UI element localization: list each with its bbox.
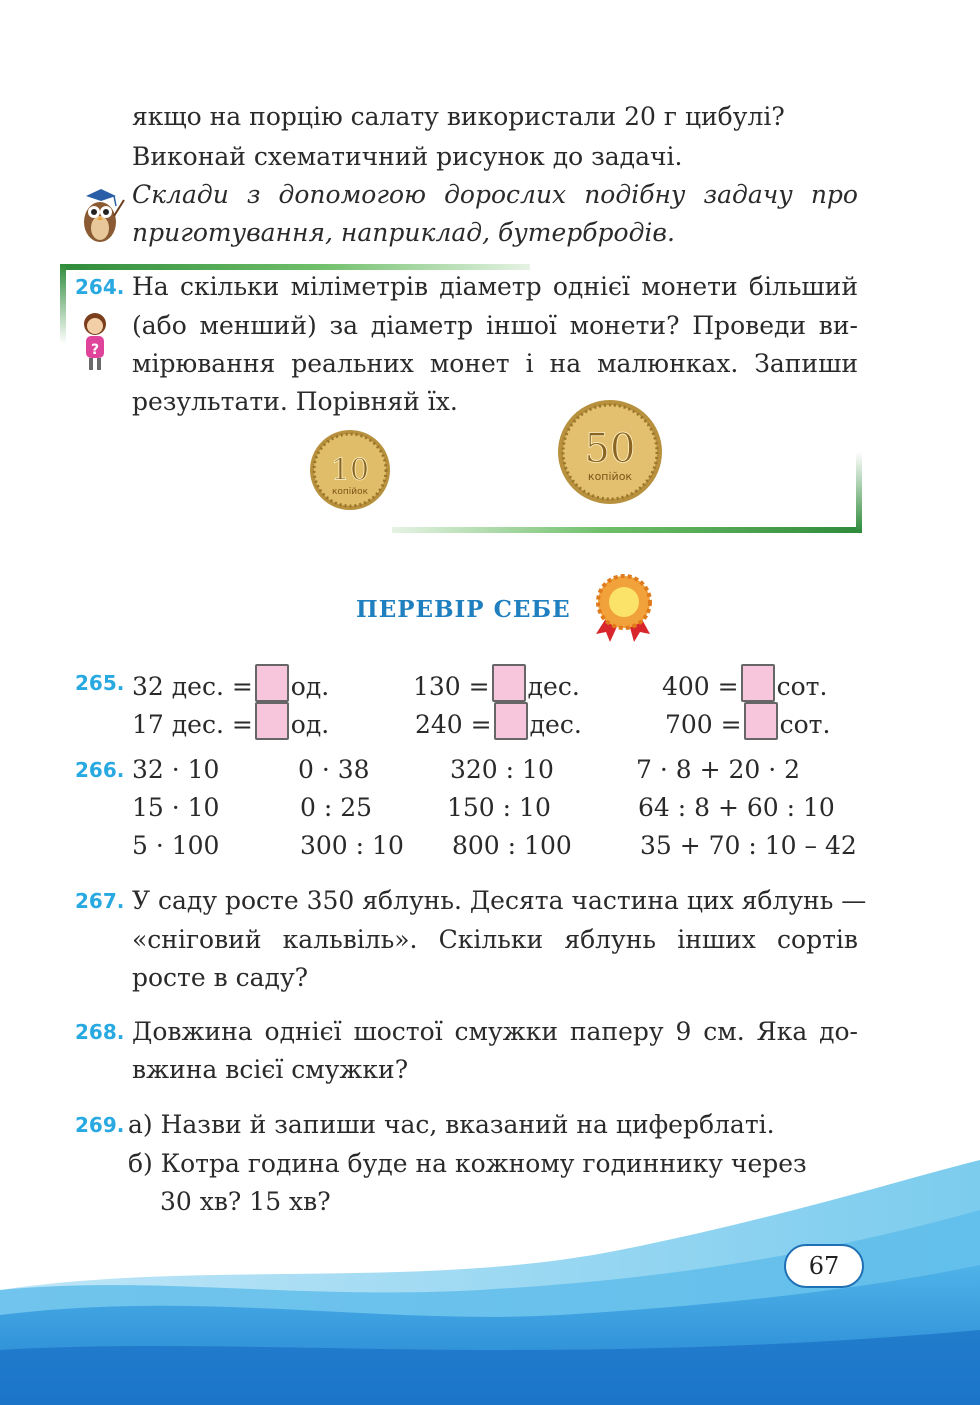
owl-teacher-icon (76, 186, 126, 246)
expr-left: 130 = (413, 672, 490, 701)
task-266-r2-c4: 64 : 8 + 60 : 10 (638, 793, 835, 822)
expr-left: 32 дес. = (132, 672, 253, 701)
coin-50-label: копійок (587, 470, 633, 483)
answer-box[interactable] (255, 702, 289, 740)
page-number: 67 (784, 1244, 864, 1288)
expr-unit: од. (290, 672, 330, 701)
task-269-part-b-line-2: 30 хв? 15 хв? (160, 1187, 331, 1216)
task-264-left-rule (60, 264, 66, 344)
task-265-r2-c1 (132, 702, 329, 744)
svg-text:?: ? (90, 342, 100, 358)
coin-50-kopiyok (556, 398, 664, 506)
task-265-r1-c1 (132, 664, 329, 706)
task-266-r2-c1: 15 · 10 (132, 793, 220, 822)
expr-left: 17 дес. = (132, 710, 253, 739)
task-267-number: 267. (75, 889, 125, 913)
task-268-number: 268. (75, 1020, 125, 1044)
task-266-r2-c2: 0 : 25 (300, 793, 373, 822)
task-265-r2-c2 (415, 702, 582, 744)
task-266-r3-c2: 300 : 10 (300, 831, 404, 860)
task-265-r2-c3 (665, 702, 830, 744)
expr-left: 700 = (665, 710, 742, 739)
answer-box[interactable] (255, 664, 289, 702)
task-269-part-b: б) Котра година буде на кожному годиннику через (128, 1149, 807, 1178)
task-268-line-1: Довжина однієї шостої смужки паперу 9 см. Яка до- (132, 1017, 858, 1046)
coin-10-value: 10 (330, 453, 370, 488)
section-title: ПЕРЕВІР СЕБЕ (356, 596, 571, 623)
answer-box[interactable] (494, 702, 528, 740)
expr-unit: дес. (529, 710, 582, 739)
intro-italic-line-1: Склади з допомогою дорослих подібну задачу про (132, 180, 858, 209)
expr-unit: сот. (776, 672, 828, 701)
task-269-part-a: а) Назви й запиши час, вказаний на циферблаті. (128, 1110, 775, 1139)
task-266-r3-c3: 800 : 100 (452, 831, 572, 860)
coin-10-kopiyok (308, 428, 392, 512)
girl-question-icon (78, 310, 112, 374)
task-264-number: 264. (75, 275, 125, 299)
task-267-line-3: росте в саду? (132, 963, 309, 992)
coin-10-label: копійок (331, 487, 369, 497)
task-266-r3-c1: 5 · 100 (132, 831, 220, 860)
task-264-line-1: На скільки міліметрів діаметр однієї монети більший (132, 272, 858, 301)
task-269-number: 269. (75, 1113, 125, 1137)
task-265-r1-c3 (662, 664, 827, 706)
expr-unit: дес. (527, 672, 580, 701)
task-264-bottom-rule (392, 527, 862, 533)
task-268-line-2: вжина всієї смужки? (132, 1055, 409, 1084)
expr-unit: од. (290, 710, 330, 739)
intro-italic-line-2: приготування, наприклад, бутербродів. (132, 218, 675, 247)
expr-left: 240 = (415, 710, 492, 739)
coin-50-value: 50 (584, 426, 636, 472)
task-266-number: 266. (75, 758, 125, 782)
task-266-r1-c1: 32 · 10 (132, 755, 220, 784)
task-266-r3-c4: 35 + 70 : 10 – 42 (640, 831, 857, 860)
task-267-line-1: У саду росте 350 яблунь. Десята частина цих яблунь — (132, 886, 867, 915)
task-265-number: 265. (75, 671, 125, 695)
intro-line-1: якщо на порцію салату використали 20 г цибулі? (132, 102, 785, 131)
answer-box[interactable] (492, 664, 526, 702)
expr-left: 400 = (662, 672, 739, 701)
medal-icon (588, 572, 658, 644)
answer-box[interactable] (744, 702, 778, 740)
expr-unit: сот. (779, 710, 831, 739)
task-264-line-2: (або менший) за діаметр іншої монети? Проведи ви- (132, 311, 858, 340)
task-267-line-2: «сніговий кальвіль». Скільки яблунь інших сортів (132, 925, 858, 954)
intro-line-2: Виконай схематичний рисунок до задачі. (132, 142, 683, 171)
task-264-right-rule (856, 452, 862, 532)
answer-box[interactable] (741, 664, 775, 702)
task-266-r1-c4: 7 · 8 + 20 · 2 (636, 755, 801, 784)
task-266-r2-c3: 150 : 10 (447, 793, 551, 822)
task-266-r1-c3: 320 : 10 (450, 755, 554, 784)
task-265-r1-c2 (413, 664, 580, 706)
task-264-line-4: результати. Порівняй їх. (132, 387, 458, 416)
task-264-line-3: мірювання реальних монет і на малюнках. Запиши (132, 349, 858, 378)
task-266-r1-c2: 0 · 38 (298, 755, 370, 784)
